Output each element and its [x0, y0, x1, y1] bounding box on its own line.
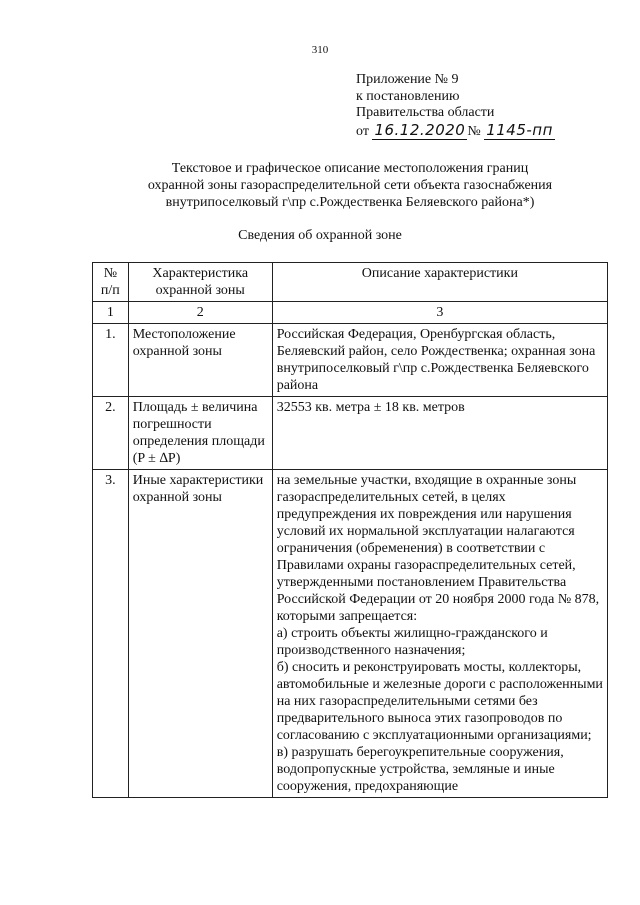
header-characteristic: Характеристика охранной зоны	[128, 263, 272, 302]
appendix-line-1: Приложение № 9	[356, 72, 459, 87]
header-number: № п/п	[93, 263, 129, 302]
table-row	[93, 397, 608, 470]
appendix-number-sign: №	[467, 123, 481, 139]
page-number: 310	[311, 44, 329, 56]
row-description	[272, 470, 607, 798]
appendix-line-4	[356, 122, 555, 141]
column-number: 3	[272, 302, 607, 324]
restriction-item: в) разрушать берегоукрепительные сооружения, водопропускные устройства, земляные и иные сооружения, предохраняющие	[276, 745, 564, 794]
appendix-line-3: Правительства области	[356, 105, 495, 120]
row-characteristic: Местоположение охранной зоны	[128, 324, 272, 397]
title-line-1: Текстовое и графическое описание местоположения границ	[171, 161, 529, 176]
row-description: 32553 кв. метра ± 18 кв. метров	[272, 397, 607, 470]
row-number: 3.	[93, 470, 129, 798]
row-characteristic: Иные характеристики охранной зоны	[128, 470, 272, 798]
row-characteristic: Площадь ± величина погрешности определения площади (P ± ∆P)	[128, 397, 272, 470]
row-description: Российская Федерация, Оренбургская область, Беляевский район, село Рождественка; охранная зона внутрипоселковый г\пр с.Рождественка Беляевского района	[272, 324, 607, 397]
handwritten-number: 1145-пп	[486, 120, 553, 139]
column-number: 1	[93, 302, 129, 324]
table-row	[93, 324, 608, 397]
appendix-from: от	[356, 123, 369, 139]
row-number: 1.	[93, 324, 129, 397]
title-line-2: охранной зоны газораспределительной сети объекта газоснабжения	[147, 178, 553, 193]
section-title: Сведения об охранной зоне	[238, 228, 402, 243]
table-header-row	[93, 263, 608, 302]
restrictions-intro: на земельные участки, входящие в охранные зоны газораспределительных сетей, в целях предупреждения их повреждения или нарушения условий их нормальной эксплуатации налагаются ограничения (обременения) в соответствии с Правилами охраны газораспределительных сетей, утвержденными постановлением Правительства Российской Федерации от 20 ноября 2000 года № 878, которыми запрещается:	[276, 473, 600, 624]
restriction-item: а) строить объекты жилищно-гражданского и производственного назначения;	[276, 626, 548, 658]
column-number-row	[93, 302, 608, 324]
document-title	[60, 160, 640, 211]
title-line-3: внутрипоселковый г\пр с.Рождественка Беляевского района*)	[165, 195, 535, 210]
restriction-item: б) сносить и реконструировать мосты, коллекторы, автомобильные и железные дороги с расположенными на них газораспределительными сетями без предварительного выноса этих газопроводов по согласованию с эксплуатационными организациями;	[276, 660, 603, 743]
handwritten-date: 16.12.2020	[374, 120, 466, 139]
header-description: Описание характеристики	[272, 263, 607, 302]
column-number: 2	[128, 302, 272, 324]
table-row	[93, 470, 608, 798]
protection-zone-table	[92, 262, 608, 798]
row-number: 2.	[93, 397, 129, 470]
appendix-block	[356, 72, 555, 140]
appendix-line-2: к постановлению	[356, 88, 460, 104]
